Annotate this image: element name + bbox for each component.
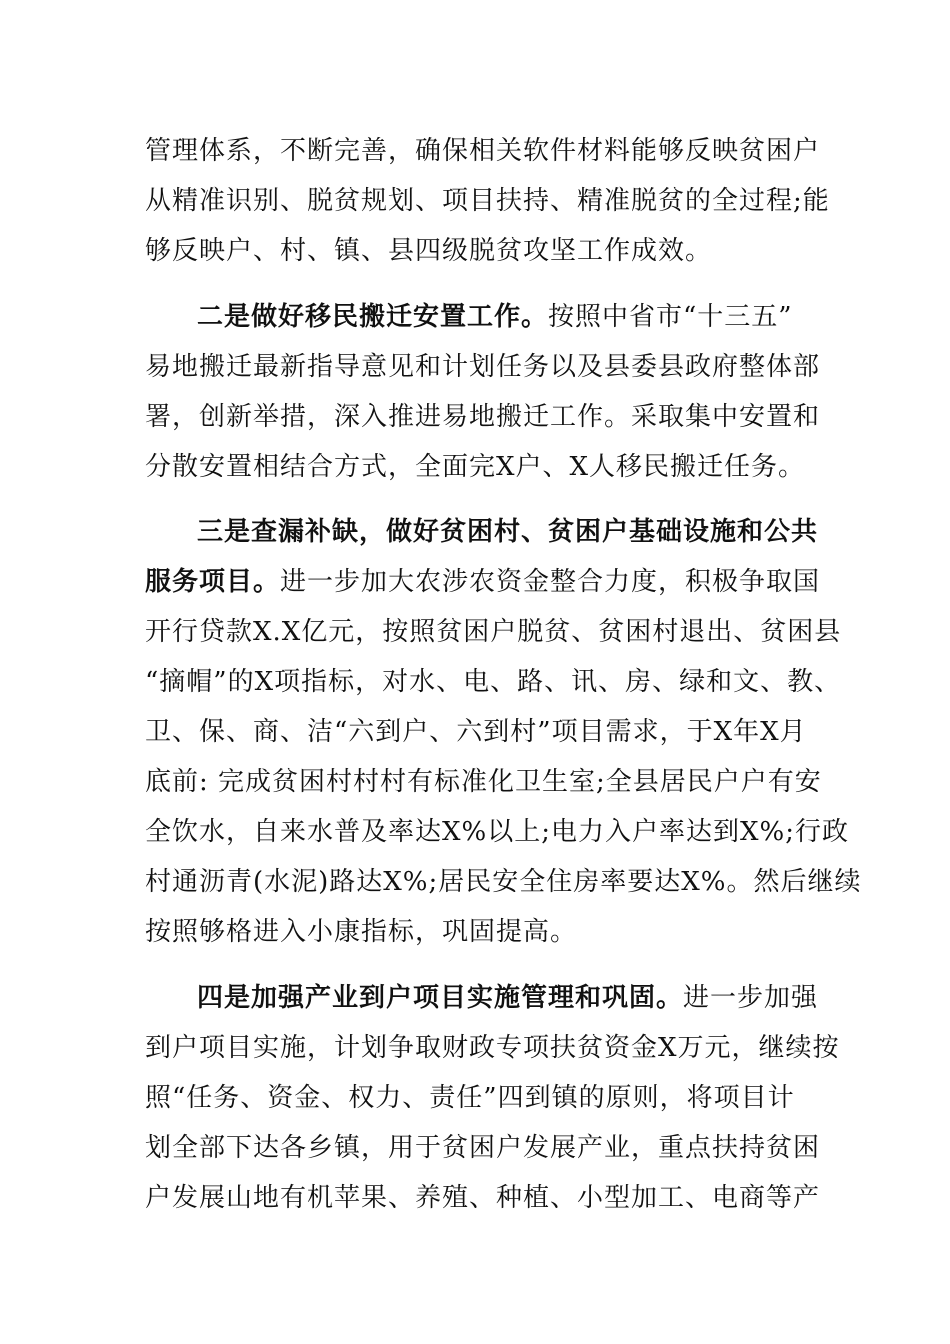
text-run: 开行贷款X.X亿元，按照贫困户脱贫、贫困村退出、贫困县 — [145, 617, 842, 647]
text-run: 分散安置相结合方式，全面完X户、X人移民搬迁任务。 — [145, 452, 806, 482]
text-line — [145, 917, 577, 947]
text-line — [145, 867, 861, 897]
text-run: 户发展山地有机苹果、养殖、种植、小型加工、电商等产 — [145, 1183, 821, 1213]
text-line — [197, 517, 818, 547]
text-run: 划全部下达各乡镇，用于贫困户发展产业，重点扶持贫困 — [145, 1133, 821, 1163]
text-line — [145, 452, 805, 482]
section-heading: 二是做好移民搬迁安置工作。 — [197, 302, 549, 332]
section-heading: 服务项目。 — [145, 567, 281, 597]
text-run: 到户项目实施，计划争取财政专项扶贫资金X万元，继续按 — [145, 1033, 840, 1063]
section-heading: 四是加强产业到户项目实施管理和巩固。 — [197, 983, 684, 1013]
text-run: 按照够格进入小康指标，巩固提高。 — [145, 917, 578, 947]
text-run: 进一步加强 — [683, 983, 819, 1013]
text-line — [145, 1183, 820, 1213]
text-line — [145, 1083, 795, 1113]
text-line — [145, 186, 830, 216]
text-line — [145, 667, 841, 697]
text-run: 管理体系，不断完善，确保相关软件材料能够反映贫困户 — [145, 136, 821, 166]
text-line — [145, 617, 841, 647]
text-line — [145, 352, 820, 382]
text-line — [145, 717, 807, 747]
text-run: 署，创新举措，深入推进易地搬迁工作。采取集中安置和 — [145, 402, 821, 432]
text-run: 易地搬迁最新指导意见和计划任务以及县委县政府整体部 — [145, 352, 821, 382]
text-line — [145, 136, 820, 166]
text-run: 从精准识别、脱贫规划、项目扶持、精准脱贫的全过程;能 — [145, 186, 830, 216]
text-run: “摘帽”的X项指标，对水、电、路、讯、房、绿和文、教、 — [145, 667, 842, 697]
text-line — [145, 767, 822, 797]
text-line — [197, 983, 818, 1013]
text-run: 进一步加大农涉农资金整合力度，积极争取国 — [280, 567, 821, 597]
section-heading: 三是查漏补缺，做好贫困村、贫困户基础设施和公共 — [197, 517, 819, 547]
text-run: 村通沥青(水泥)路达X%;居民安全住房率要达X%。然后继续 — [145, 867, 862, 897]
text-run: 底前: 完成贫困村村村有标准化卫生室;全县居民户户有安 — [145, 767, 822, 797]
text-line — [145, 817, 849, 847]
text-line — [197, 302, 793, 332]
text-run: 全饮水，自来水普及率达X%以上;电力入户率达到X%;行政 — [145, 817, 849, 847]
text-line — [145, 1033, 840, 1063]
text-run: 够反映户、村、镇、县四级脱贫攻坚工作成效。 — [145, 236, 713, 266]
text-line — [145, 236, 712, 266]
text-run: 按照中省市“十三五” — [548, 302, 793, 332]
text-line — [145, 1133, 820, 1163]
text-line — [145, 402, 820, 432]
text-line — [145, 567, 820, 597]
text-run: 卫、保、商、洁“六到户、六到村”项目需求，于X年X月 — [145, 717, 807, 747]
text-run: 照“任务、资金、权力、责任”四到镇的原则，将项目计 — [145, 1083, 795, 1113]
